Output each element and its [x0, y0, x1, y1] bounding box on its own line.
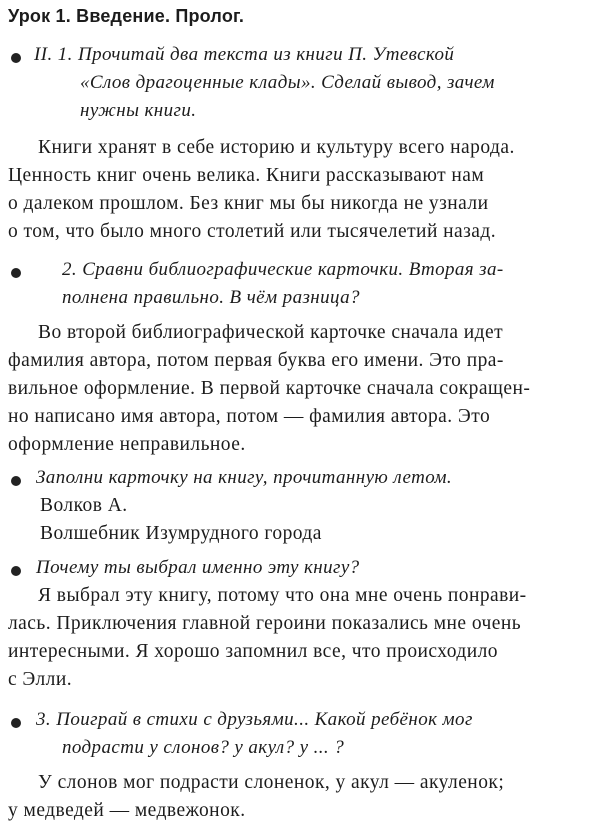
task1-line: нужны книги.: [80, 100, 197, 121]
task3-bullet-icon: [11, 476, 21, 486]
answer2-line: но написано имя автора, потом — фамилия автора. Это: [8, 406, 491, 427]
task5-line: 3. Поиграй в стихи с друзьями... Какой ребёнок мог: [36, 709, 473, 730]
task2-line: 2. Сравни библиографические карточки. Вторая за-: [62, 259, 504, 280]
answer4-line: лась. Приключения главной героини показались мне очень: [8, 613, 522, 634]
task1-line: II. 1. Прочитай два текста из книги П. Утевской: [34, 44, 455, 65]
answer1-line: Ценность книг очень велика. Книги рассказывают нам: [8, 165, 485, 186]
answer4-line: с Элли.: [8, 669, 73, 690]
answer5-line: У слонов мог подрасти слоненок, у акул — акуленок;: [38, 772, 505, 793]
task5-bullet-icon: [11, 718, 21, 728]
answer2-line: оформление неправильное.: [8, 434, 246, 455]
task1-line: «Слов драгоценные клады». Сделай вывод, зачем: [80, 72, 495, 93]
answer2-line: Во второй библиографической карточке сначала идет: [38, 322, 504, 343]
answer4-line: Я выбрал эту книгу, потому что она мне очень понрави-: [38, 585, 527, 606]
answer1-line: о том, что было много столетий или тысячелетий назад.: [8, 221, 497, 242]
answer4-line: интересными. Я хорошо запомнил все, что происходило: [8, 641, 499, 662]
task3-line: Заполни карточку на книгу, прочитанную летом.: [36, 467, 453, 488]
answer2-line: фамилия автора, потом первая буква его имени. Это пра-: [8, 350, 504, 371]
lesson-title: Урок 1. Введение. Пролог.: [8, 6, 245, 26]
task4-line: Почему ты выбрал именно эту книгу?: [36, 557, 360, 578]
task4-bullet-icon: [11, 566, 21, 576]
answer1-line: о далеком прошлом. Без книг мы бы никогда не узнали: [8, 193, 489, 214]
answer5-line: у медведей — медвежонок.: [8, 800, 246, 821]
task2-line: полнена правильно. В чём разница?: [62, 287, 360, 308]
card-book-title: Волшебник Изумрудного города: [40, 523, 322, 544]
task5-line: подрасти у слонов? у акул? у ... ?: [62, 737, 345, 758]
task1-bullet-icon: [11, 53, 21, 63]
card-author: Волков А.: [40, 495, 128, 516]
task2-bullet-icon: [11, 268, 21, 278]
answer2-line: вильное оформление. В первой карточке сначала сокращен-: [8, 378, 531, 399]
answer1-line: Книги хранят в себе историю и культуру всего народа.: [38, 137, 515, 158]
